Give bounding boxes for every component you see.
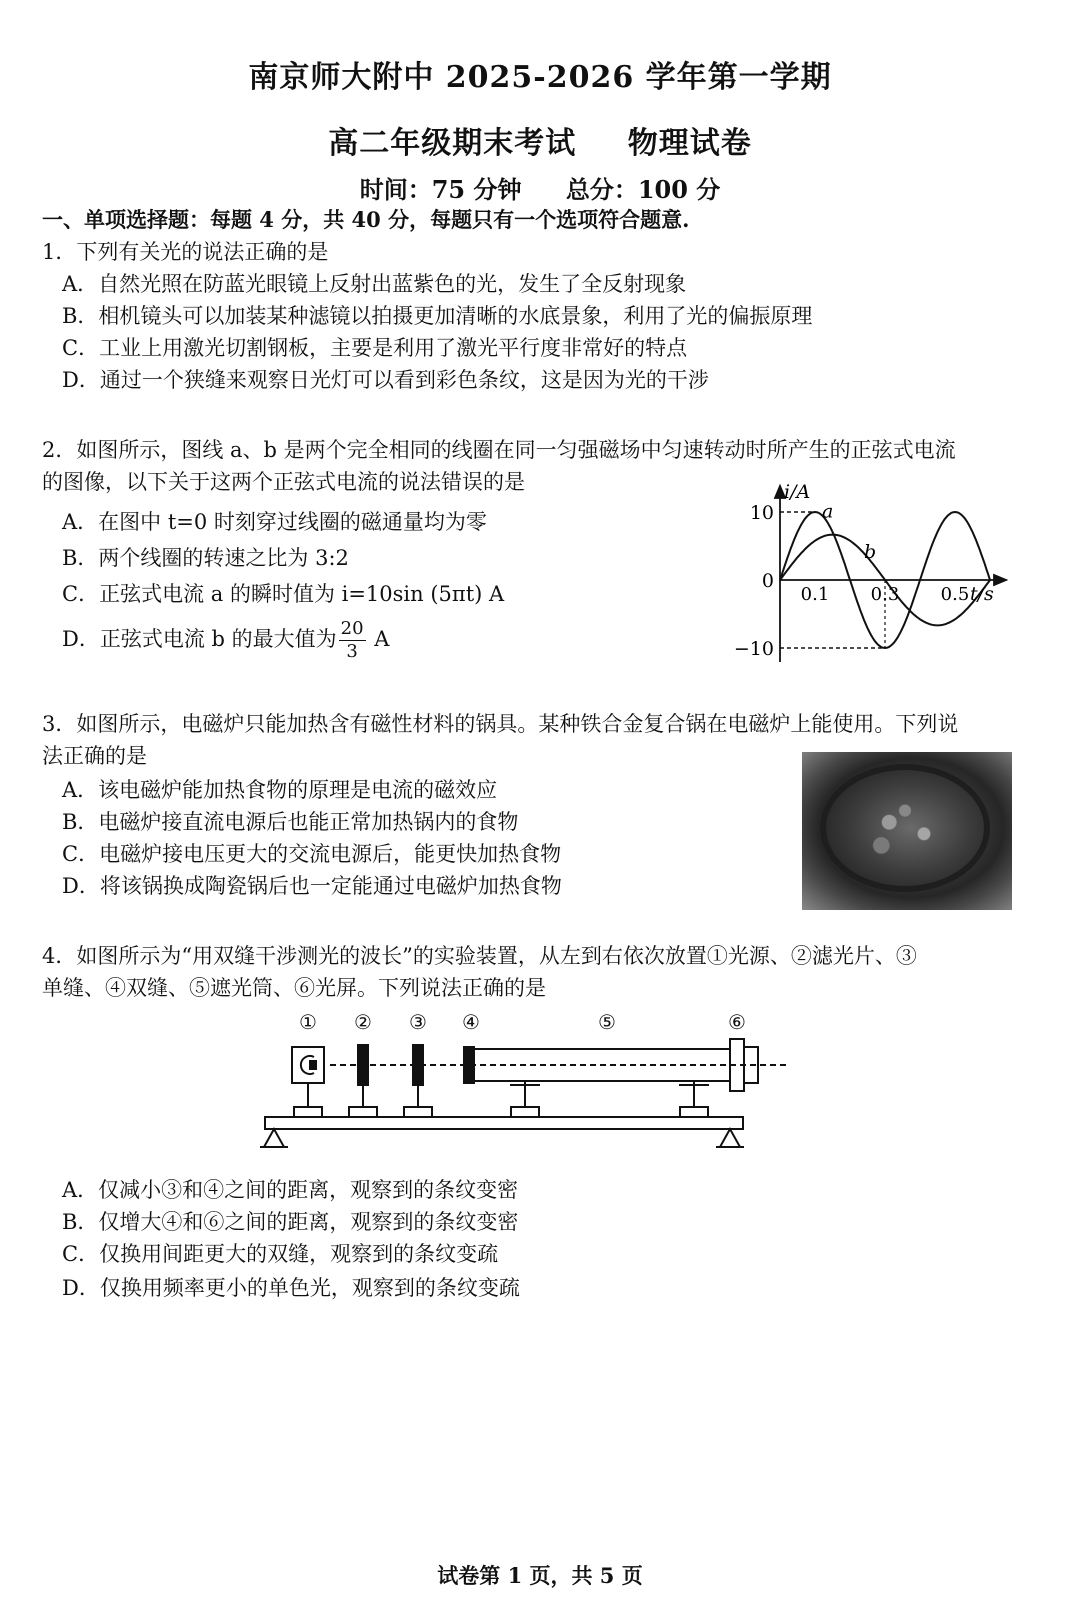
fraction-denominator: 3: [346, 641, 358, 662]
y-tick-label: −10: [733, 638, 774, 660]
q4-option-c: C．仅换用间距更大的双缝，观察到的条纹变疏: [62, 1242, 499, 1266]
q1-option-c: C．工业上用激光切割钢板，主要是利用了激光平行度非常好的特点: [62, 336, 688, 360]
q4-option-d: D．仅换用频率更小的单色光，观察到的条纹变疏: [62, 1276, 520, 1300]
section-heading: 一、单项选择题：每题 4 分，共 40 分，每题只有一个选项符合题意.: [42, 207, 690, 232]
induction-cooker-pan-photo: [802, 752, 1012, 910]
q2-option-d-prefix: D．正弦式电流 b 的最大值为: [62, 627, 337, 651]
q3-stem-line2: 法正确的是: [42, 744, 147, 768]
exam-info: [0, 170, 1080, 205]
q2-option-b: B．两个线圈的转速之比为 3:2: [62, 546, 349, 570]
label-single-slit: ③: [409, 1010, 427, 1034]
x-axis-label: t/s: [970, 583, 994, 605]
q4-option-b: B．仅增大④和⑥之间的距离，观察到的条纹变密: [62, 1210, 519, 1234]
subject-label: 物理试卷: [627, 126, 752, 161]
double-slit: [464, 1047, 474, 1083]
q2-option-d: [62, 620, 389, 661]
q3-stem-line1: 3．如图所示，电磁炉只能加热含有磁性材料的锅具。某种铁合金复合锅在电磁炉上能使用。下列说: [42, 712, 959, 736]
y-tick-label: 0: [761, 570, 774, 592]
page-footer: 试卷第 1 页，共 5 页: [437, 1563, 643, 1588]
current-time-chart: [733, 481, 1030, 677]
q3-option-c: C．电磁炉接电压更大的交流电源后，能更快加热食物: [62, 842, 562, 866]
q1-option-a: A．自然光照在防蓝光眼镜上反射出蓝紫色的光，发生了全反射现象: [62, 272, 687, 296]
q2-option-a: A．在图中 t=0 时刻穿过线圈的磁通量均为零: [62, 510, 487, 534]
label-light-tube: ⑤: [598, 1010, 616, 1034]
series-a-label: a: [822, 500, 834, 523]
q4-option-a: A．仅减小③和④之间的距离，观察到的条纹变密: [62, 1178, 519, 1202]
label-light-source: ①: [299, 1010, 317, 1034]
grade-exam-label: 高二年级期末考试: [328, 126, 577, 161]
label-filter: ②: [354, 1010, 372, 1034]
exam-subtitle: [0, 118, 1080, 162]
series-b-label: b: [864, 541, 877, 564]
x-tick-label: 0.3: [870, 584, 900, 605]
y-tick-label: 10: [749, 502, 774, 524]
q3-option-a: A．该电磁炉能加热食物的原理是电流的磁效应: [62, 778, 498, 802]
q4-stem-line2: 单缝、④双缝、⑤遮光筒、⑥光屏。下列说法正确的是: [42, 976, 546, 1000]
q2-stem-line1: 2．如图所示，图线 a、b 是两个完全相同的线圈在同一匀强磁场中匀速转动时所产生的正弦式电流: [42, 438, 956, 462]
double-slit-apparatus-diagram: [260, 1005, 800, 1165]
x-axis-arrow: [994, 575, 1006, 585]
label-screen: ⑥: [728, 1010, 746, 1034]
x-tick-label: 0.5: [940, 584, 970, 605]
q2-option-c: C．正弦式电流 a 的瞬时值为 i=10sin (5πt) A: [62, 582, 505, 606]
label-double-slit: ④: [462, 1010, 480, 1034]
q1-option-d: D．通过一个狭缝来观察日光灯可以看到彩色条纹，这是因为光的干涉: [62, 368, 709, 392]
q3-option-b: B．电磁炉接直流电源后也能正常加热锅内的食物: [62, 810, 519, 834]
q4-stem-line1: 4．如图所示为“用双缝干涉测光的波长”的实验装置，从左到右依次放置①光源、②滤光片、③: [42, 944, 917, 968]
y-axis-label: i/A: [784, 481, 811, 503]
optical-bench: [265, 1117, 743, 1129]
exam-time: 时间：75 分钟: [359, 175, 522, 204]
q2-option-d-unit: A: [374, 627, 390, 651]
x-tick-label: 0.1: [800, 584, 830, 605]
single-slit: [413, 1045, 423, 1085]
q3-option-d: D．将该锅换成陶瓷锅后也一定能通过电磁炉加热食物: [62, 874, 562, 898]
exam-title: 南京师大附中 2025-2026 学年第一学期: [248, 60, 832, 95]
fraction-numerator: 20: [340, 618, 364, 639]
q2-stem-line2: 的图像，以下关于这两个正弦式电流的说法错误的是: [42, 470, 525, 494]
q1-stem: 1．下列有关光的说法正确的是: [42, 240, 329, 264]
exam-score: 总分：100 分: [565, 175, 721, 204]
filter: [358, 1045, 368, 1085]
q1-option-b: B．相机镜头可以加装某种滤镜以拍摄更加清晰的水底景象，利用了光的偏振原理: [62, 304, 813, 328]
light-source: [292, 1047, 324, 1083]
fraction: [339, 620, 366, 661]
